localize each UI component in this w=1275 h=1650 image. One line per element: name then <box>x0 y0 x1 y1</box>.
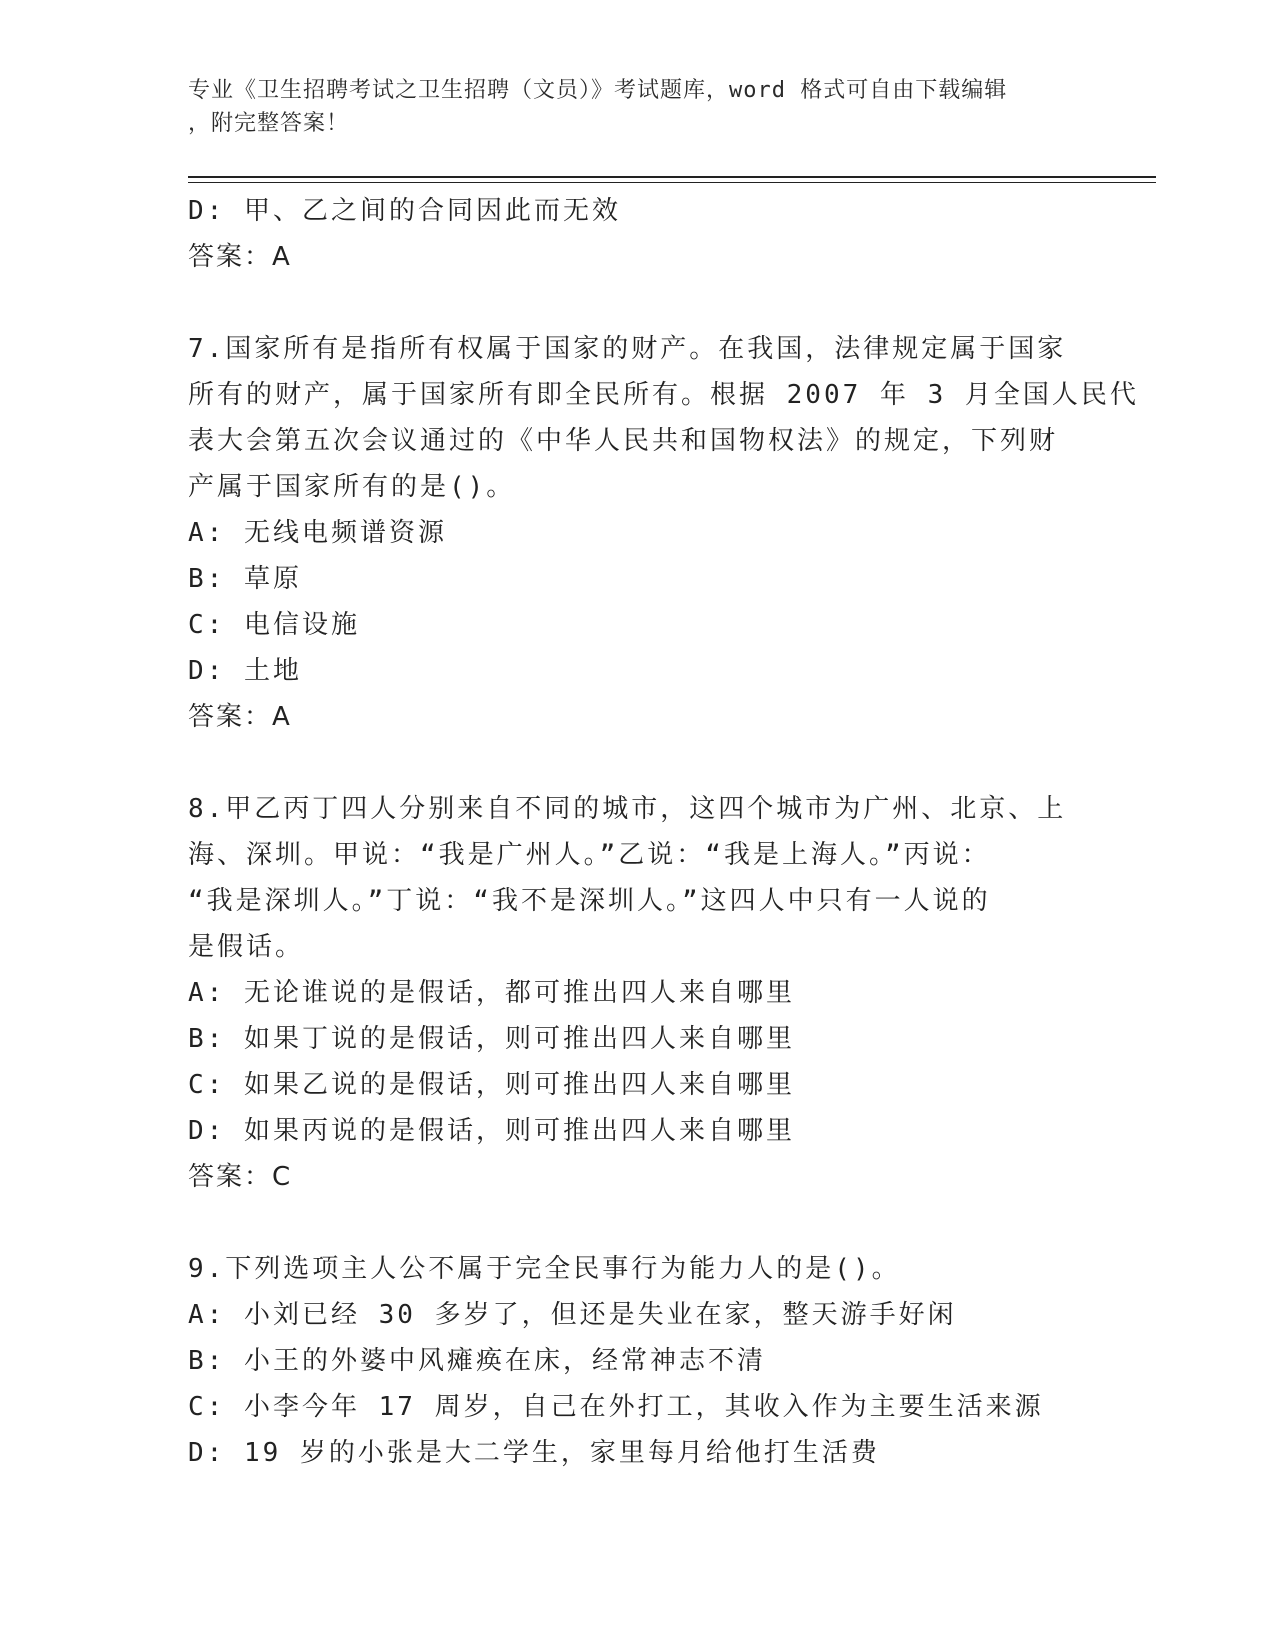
document-header <box>188 74 1088 140</box>
q7-stem-line: 7.国家所有是指所有权属于国家的财产。在我国，法律规定属于国家 <box>188 334 1067 364</box>
header-line-2: ，附完整答案！ <box>188 111 350 136</box>
q8-stem-line: “我是深圳人。”丁说：“我不是深圳人。”这四人中只有一人说的 <box>188 886 991 916</box>
q7-option-a: A: 无线电频谱资源 <box>188 518 447 548</box>
header-divider-thick <box>188 176 1156 178</box>
question-9 <box>188 1246 1088 1476</box>
q7-stem-line: 产属于国家所有的是()。 <box>188 472 516 502</box>
q8-option-c: C: 如果乙说的是假话，则可推出四人来自哪里 <box>188 1070 795 1100</box>
spacer <box>188 280 1088 326</box>
header-line-1: 专业《卫生招聘考试之卫生招聘（文员）》考试题库，word 格式可自由下载编辑 <box>188 78 1008 103</box>
question-8 <box>188 786 1088 1200</box>
q8-option-d: D: 如果丙说的是假话，则可推出四人来自哪里 <box>188 1116 795 1146</box>
question-6-tail <box>188 188 1088 280</box>
question-7 <box>188 326 1139 740</box>
q8-stem-line: 8.甲乙丙丁四人分别来自不同的城市，这四个城市为广州、北京、上 <box>188 794 1067 824</box>
q7-stem-line: 所有的财产，属于国家所有即全民所有。根据 2007 年 3 月全国人民代 <box>188 380 1139 410</box>
q8-option-b: B: 如果丁说的是假话，则可推出四人来自哪里 <box>188 1024 795 1054</box>
q8-stem-line: 是假话。 <box>188 932 305 962</box>
q6-option-d: D: 甲、乙之间的合同因此而无效 <box>188 196 621 226</box>
q8-option-a: A: 无论谁说的是假话，都可推出四人来自哪里 <box>188 978 795 1008</box>
q9-option-b: B: 小王的外婆中风瘫痪在床，经常神志不清 <box>188 1346 766 1376</box>
spacer <box>188 1200 1088 1246</box>
header-divider-thin <box>188 182 1156 183</box>
q7-option-c: C: 电信设施 <box>188 610 360 640</box>
q9-stem-line: 9.下列选项主人公不属于完全民事行为能力人的是()。 <box>188 1254 901 1284</box>
q9-option-a: A: 小刘已经 30 多岁了，但还是失业在家，整天游手好闲 <box>188 1300 957 1330</box>
q6-answer: 答案：A <box>188 242 292 272</box>
document-body <box>188 188 1139 1476</box>
q8-stem-line: 海、深圳。甲说：“我是广州人。”乙说：“我是上海人。”丙说： <box>188 840 991 870</box>
spacer <box>188 740 1088 786</box>
q9-option-d: D: 19 岁的小张是大二学生，家里每月给他打生活费 <box>188 1438 880 1468</box>
q7-stem-line: 表大会第五次会议通过的《中华人民共和国物权法》的规定，下列财 <box>188 426 1059 456</box>
q7-option-d: D: 土地 <box>188 656 302 686</box>
q7-answer: 答案：A <box>188 702 292 732</box>
q8-answer: 答案：C <box>188 1162 293 1192</box>
q9-option-c: C: 小李今年 17 周岁，自己在外打工，其收入作为主要生活来源 <box>188 1392 1044 1422</box>
q7-option-b: B: 草原 <box>188 564 302 594</box>
